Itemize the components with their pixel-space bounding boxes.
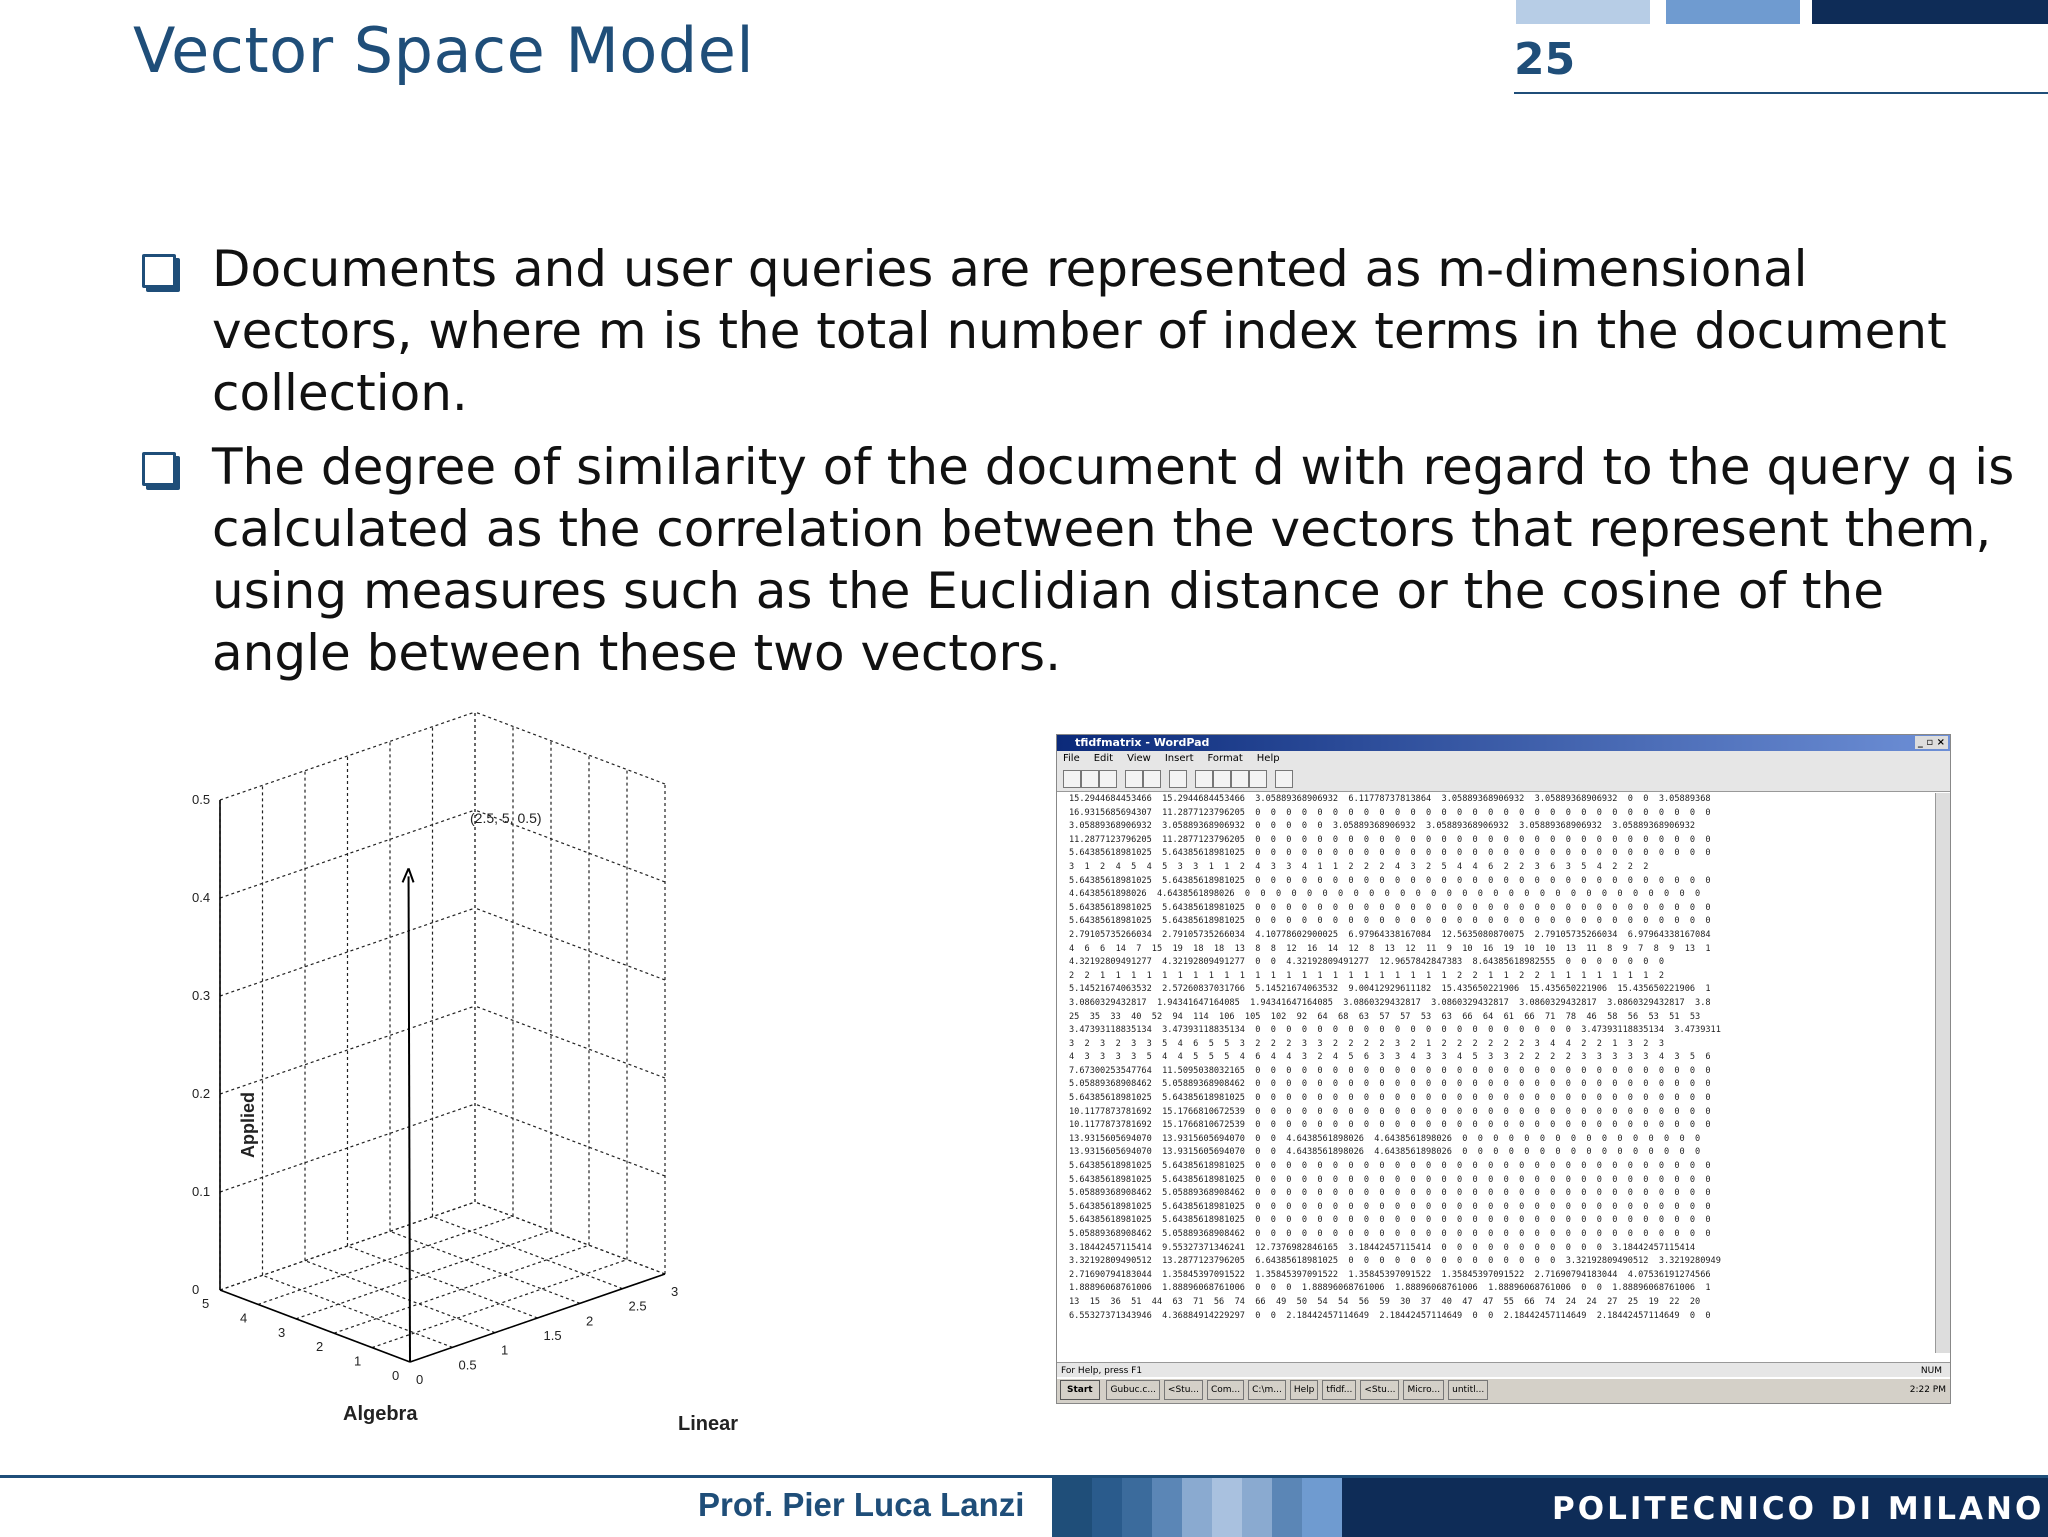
slide-title: Vector Space Model [133, 14, 755, 87]
document-line: 5.05889368908462 5.05889368908462 0 0 0 0 0 0 0 0 0 0 0 0 0 0 0 0 0 0 0 0 0 0 0 0 0 0 0 0 0 0 [1069, 1079, 1711, 1090]
wordpad-window [1056, 734, 1951, 1404]
grid-line [348, 1246, 538, 1318]
vertical-scrollbar[interactable] [1935, 793, 1950, 1353]
z-tick-label: 0.2 [192, 1086, 211, 1101]
document-line: 13.9315605694070 13.9315605694070 0 0 4.6438561898026 4.6438561898026 0 0 0 0 0 0 0 0 0 0 0 0 0 0 0 0 [1069, 1147, 1701, 1158]
footer-institution: POLITECNICO DI MILANO [1552, 1491, 2045, 1527]
checkbox-bullet-icon [142, 254, 176, 288]
print-preview-icon[interactable] [1143, 770, 1161, 788]
document-line: 5.64385618981025 5.64385618981025 0 0 0 0 0 0 0 0 0 0 0 0 0 0 0 0 0 0 0 0 0 0 0 0 0 0 0 0 0 0 [1069, 1161, 1711, 1172]
document-line: 5.64385618981025 5.64385618981025 0 0 0 0 0 0 0 0 0 0 0 0 0 0 0 0 0 0 0 0 0 0 0 0 0 0 0 0 0 0 [1069, 1093, 1711, 1104]
document-line: 7.67300253547764 11.5095038032165 0 0 0 0 0 0 0 0 0 0 0 0 0 0 0 0 0 0 0 0 0 0 0 0 0 0 0 0 0 0 [1069, 1065, 1711, 1076]
document-line: 4.32192809491277 4.32192809491277 0 0 4.32192809491277 12.9657842847383 8.64385618982555 0 0 0 0 0 0 0 [1069, 957, 1664, 968]
taskbar-item[interactable]: untitl... [1448, 1380, 1488, 1400]
grid-line [475, 1202, 665, 1274]
cut-icon[interactable] [1195, 770, 1213, 788]
header-bar-dark [1812, 0, 2048, 24]
y-tick-label: 2.5 [628, 1298, 647, 1314]
menu-item[interactable]: Help [1256, 753, 1280, 764]
document-line: 10.1177873781692 15.1766810672539 0 0 0 0 0 0 0 0 0 0 0 0 0 0 0 0 0 0 0 0 0 0 0 0 0 0 0 0 0 0 [1069, 1120, 1711, 1131]
document-line: 5.64385618981025 5.64385618981025 0 0 0 0 0 0 0 0 0 0 0 0 0 0 0 0 0 0 0 0 0 0 0 0 0 0 0 0 0 0 [1069, 1215, 1711, 1226]
grid-line [305, 1261, 495, 1333]
x-axis-label: Algebra [343, 1403, 418, 1425]
x-tick-label: 3 [278, 1324, 286, 1340]
z-axis-label: Applied [238, 1092, 258, 1158]
document-line: 5.64385618981025 5.64385618981025 0 0 0 0 0 0 0 0 0 0 0 0 0 0 0 0 0 0 0 0 0 0 0 0 0 0 0 0 0 0 [1069, 916, 1711, 927]
document-line: 2.79105735266034 2.79105735266034 4.10778602900025 6.97964338167084 12.5635080870075 2.79105735266034 6.97964338167084 [1069, 929, 1711, 940]
header-bar-mid [1666, 0, 1800, 24]
grid-line [475, 1006, 665, 1078]
document-line: 16.9315685694307 11.2877123796205 0 0 0 0 0 0 0 0 0 0 0 0 0 0 0 0 0 0 0 0 0 0 0 0 0 0 0 0 0 0 [1069, 807, 1711, 818]
document-line: 3.05889368906932 3.05889368906932 0 0 0 0 0 3.05889368906932 3.05889368906932 3.05889368906932 3.05889368906932 [1069, 821, 1696, 832]
grid-line [220, 1006, 475, 1094]
clock: 2:22 PM [1909, 1385, 1946, 1395]
x-tick-label: 2 [316, 1339, 324, 1355]
y-axis-label: Linear [678, 1413, 739, 1435]
document-line: 4 3 3 3 3 5 4 4 5 5 5 4 6 4 4 3 2 4 5 6 3 3 4 3 3 4 5 3 3 2 2 2 2 3 3 3 3 3 4 3 5 6 [1069, 1052, 1711, 1063]
window-controls-icon[interactable]: _ ▫ × [1915, 736, 1948, 749]
document-line: 4.6438561898026 4.6438561898026 0 0 0 0 0 0 0 0 0 0 0 0 0 0 0 0 0 0 0 0 0 0 0 0 0 0 0 0 0 0 [1069, 889, 1701, 900]
taskbar-item[interactable]: C:\m... [1248, 1380, 1286, 1400]
z-tick-label: 0.4 [192, 890, 211, 905]
wordpad-title: tfidfmatrix - WordPad [1075, 736, 1210, 749]
menu-item[interactable]: Insert [1164, 753, 1194, 764]
header-bar-light [1516, 0, 1650, 24]
status-mode: NUM [1920, 1366, 1942, 1376]
document-line: 5.64385618981025 5.64385618981025 0 0 0 0 0 0 0 0 0 0 0 0 0 0 0 0 0 0 0 0 0 0 0 0 0 0 0 0 0 0 [1069, 1174, 1711, 1185]
document-line: 10.1177873781692 15.1766810672539 0 0 0 0 0 0 0 0 0 0 0 0 0 0 0 0 0 0 0 0 0 0 0 0 0 0 0 0 0 0 [1069, 1106, 1711, 1117]
y-tick-label: 2 [586, 1313, 594, 1329]
x-tick-label: 5 [202, 1296, 210, 1311]
taskbar-item[interactable]: Com... [1207, 1380, 1244, 1400]
document-line: 11.2877123796205 11.2877123796205 0 0 0 0 0 0 0 0 0 0 0 0 0 0 0 0 0 0 0 0 0 0 0 0 0 0 0 0 0 0 [1069, 834, 1711, 845]
document-line: 5.64385618981025 5.64385618981025 0 0 0 0 0 0 0 0 0 0 0 0 0 0 0 0 0 0 0 0 0 0 0 0 0 0 0 0 0 0 [1069, 1201, 1711, 1212]
document-line: 4 6 6 14 7 15 19 18 18 13 8 8 12 16 14 12 8 13 12 11 9 10 16 19 10 10 13 11 8 9 7 8 9 13 1 [1069, 943, 1711, 954]
document-line: 5.64385618981025 5.64385618981025 0 0 0 0 0 0 0 0 0 0 0 0 0 0 0 0 0 0 0 0 0 0 0 0 0 0 0 0 0 0 [1069, 875, 1711, 886]
taskbar-item[interactable]: <Stu... [1164, 1380, 1203, 1400]
vector-3d-figure [192, 745, 900, 1445]
grid-line [263, 1275, 453, 1347]
z-tick-label: 0.3 [192, 988, 211, 1003]
document-line: 3.0860329432817 1.94341647164085 1.94341647164085 3.0860329432817 3.0860329432817 3.0860329432817 3.0860329432817 3.8 [1069, 997, 1711, 1008]
grid-line [433, 1217, 623, 1289]
y-tick-label: 1.5 [543, 1328, 562, 1343]
grid-line [220, 712, 475, 800]
wordpad-menubar [1057, 751, 1950, 767]
document-line: 5.64385618981025 5.64385618981025 0 0 0 0 0 0 0 0 0 0 0 0 0 0 0 0 0 0 0 0 0 0 0 0 0 0 0 0 0 0 [1069, 848, 1711, 859]
vector-line [409, 876, 410, 1362]
z-tick-label: 0.5 [192, 792, 211, 807]
document-line: 5.05889368908462 5.05889368908462 0 0 0 0 0 0 0 0 0 0 0 0 0 0 0 0 0 0 0 0 0 0 0 0 0 0 0 0 0 0 [1069, 1188, 1711, 1199]
wordpad-document[interactable] [1065, 793, 1934, 1353]
y-tick-label: 1 [501, 1342, 509, 1358]
taskbar-items [1102, 1385, 1488, 1395]
checkbox-bullet-icon [142, 452, 176, 486]
point-label: (2.5, 5, 0.5) [470, 810, 542, 826]
bullet-item [138, 238, 2018, 424]
y-tick-label: 3 [671, 1284, 679, 1299]
menu-item[interactable]: File [1063, 753, 1080, 764]
document-line: 5.05889368908462 5.05889368908462 0 0 0 0 0 0 0 0 0 0 0 0 0 0 0 0 0 0 0 0 0 0 0 0 0 0 0 0 0 0 [1069, 1229, 1711, 1239]
date-time-icon[interactable] [1275, 770, 1293, 788]
x-tick-label: 4 [240, 1310, 248, 1326]
document-line: 3 1 2 4 5 4 5 3 3 1 1 2 4 3 3 4 1 1 2 2 2 4 3 2 5 4 4 6 2 2 3 6 3 5 4 2 2 2 [1069, 861, 1649, 872]
y-tick-label: 0 [416, 1372, 424, 1387]
grid-line [475, 712, 665, 784]
header-rule [1514, 92, 2048, 94]
taskbar-item[interactable]: Gubuc.c... [1106, 1380, 1159, 1400]
status-text: For Help, press F1 [1061, 1366, 1143, 1376]
document-line: 3 2 3 2 3 3 5 4 6 5 5 3 2 2 2 3 3 2 2 2 2 3 2 1 2 2 2 2 2 2 3 4 4 2 2 1 3 2 3 [1069, 1038, 1664, 1049]
wordpad-toolbar [1057, 767, 1950, 792]
document-line: 15.2944684453466 15.2944684453466 3.05889368906932 6.11778737813864 3.05889368906932 3.05889368906932 0 0 3.05889368 [1069, 794, 1711, 804]
taskbar-item[interactable]: <Stu... [1360, 1380, 1399, 1400]
document-line: 3.32192809490512 13.2877123796205 6.64385618981025 0 0 0 0 0 0 0 0 0 0 0 0 0 0 3.32192809490512 3.3219280949 [1069, 1256, 1721, 1267]
taskbar [1057, 1377, 1950, 1403]
grid-line [475, 908, 665, 980]
bullet-text: Documents and user queries are represented as m-dimensional vectors, where m is the total number of index terms in the document collection. [212, 240, 1947, 422]
y-tick-label: 0.5 [458, 1357, 477, 1373]
menu-item[interactable]: Edit [1093, 753, 1114, 764]
save-icon[interactable] [1099, 770, 1117, 788]
print-icon[interactable] [1125, 770, 1143, 788]
new-icon[interactable] [1063, 770, 1081, 788]
document-line: 5.14521674063532 2.57260837031766 5.14521674063532 9.00412929611182 15.435650221906 15.435650221906 15.435650221906 1 [1069, 984, 1711, 995]
taskbar-item[interactable]: Help [1290, 1380, 1319, 1400]
bullet-item [138, 436, 2018, 684]
footer-author: Prof. Pier Luca Lanzi [698, 1486, 1025, 1523]
bullet-text: The degree of similarity of the document d with regard to the query q is calculated as the correlation between the vectors that represent them, using measures such as the Euclidian distance or the cosine of the angle between these two vectors. [212, 438, 2015, 682]
taskbar-item[interactable]: Micro... [1403, 1380, 1444, 1400]
document-line: 25 35 33 40 52 94 114 106 105 102 92 64 68 63 57 57 53 63 66 64 61 66 71 78 46 58 56 53 51 53 [1069, 1011, 1701, 1022]
menu-item[interactable]: Format [1207, 753, 1243, 764]
bullet-list [138, 238, 2018, 696]
menu-item[interactable]: View [1127, 753, 1151, 764]
x-tick-label: 0 [392, 1368, 400, 1383]
undo-icon[interactable] [1249, 770, 1267, 788]
grid-line [390, 1231, 580, 1303]
document-line: 13.9315605694070 13.9315605694070 0 0 4.6438561898026 4.6438561898026 0 0 0 0 0 0 0 0 0 0 0 0 0 0 0 0 [1069, 1133, 1701, 1144]
algebra-axis-line [220, 1290, 410, 1362]
wordpad-titlebar [1057, 735, 1950, 751]
document-line: 5.64385618981025 5.64385618981025 0 0 0 0 0 0 0 0 0 0 0 0 0 0 0 0 0 0 0 0 0 0 0 0 0 0 0 0 0 0 [1069, 902, 1711, 913]
copy-icon[interactable] [1213, 770, 1231, 788]
document-line: 3.47393118835134 3.47393118835134 0 0 0 0 0 0 0 0 0 0 0 0 0 0 0 0 0 0 0 0 0 3.47393118835134 3.4739311 [1069, 1025, 1721, 1036]
find-icon[interactable] [1169, 770, 1187, 788]
taskbar-item[interactable]: tfidf... [1322, 1380, 1356, 1400]
document-line: 2 2 1 1 1 1 1 1 1 1 1 1 1 1 1 1 1 1 1 1 1 1 1 1 1 2 2 1 1 2 2 1 1 1 1 1 1 1 2 [1069, 970, 1664, 981]
document-line: 3.18442457115414 9.55327371346241 12.7376982846165 3.18442457115414 0 0 0 0 0 0 0 0 0 0 0 3.18442457115414 [1069, 1242, 1696, 1253]
grid-line [475, 1104, 665, 1176]
z-tick-label: 0 [192, 1282, 200, 1297]
linear-axis-line [410, 1274, 665, 1362]
open-icon[interactable] [1081, 770, 1099, 788]
document-line: 6.55327371343946 4.36884914229297 0 0 2.18442457114649 2.18442457114649 0 0 2.18442457114649 2.18442457114649 0 0 [1069, 1310, 1711, 1321]
paste-icon[interactable] [1231, 770, 1249, 788]
vector-3d-plot [192, 745, 900, 1445]
z-tick-label: 0.1 [192, 1184, 211, 1199]
start-button[interactable]: Start [1060, 1380, 1100, 1400]
page-number: 25 [1514, 34, 1576, 85]
x-tick-label: 1 [354, 1353, 362, 1369]
document-line: 2.71690794183044 1.35845397091522 1.35845397091522 1.35845397091522 1.35845397091522 2.71690794183044 4.07536191274566 [1069, 1269, 1711, 1280]
document-line: 13 15 36 51 44 63 71 56 74 66 49 50 54 54 56 59 30 37 40 47 47 55 66 74 24 24 27 25 19 22 20 [1069, 1296, 1701, 1307]
document-line: 1.88896068761006 1.88896068761006 0 0 0 1.88896068761006 1.88896068761006 1.88896068761006 0 0 1.88896068761006 1 [1069, 1283, 1711, 1294]
